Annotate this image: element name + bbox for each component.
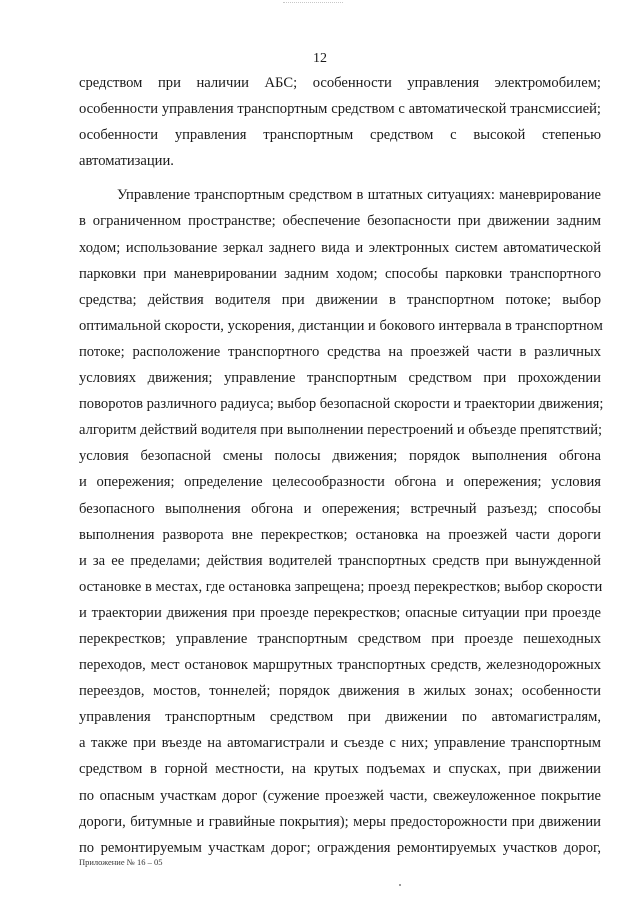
document-body [79, 70, 604, 861]
text-line: безопасного выполнения обгона и опережения; встречный разъезд; способы [79, 500, 601, 517]
text-line: средства; действия водителя при движении в транспортном потоке; выбор [79, 291, 601, 308]
text-line: особенности управления транспортным средством с автоматической трансмиссией; [79, 101, 601, 118]
paragraph-2 [79, 182, 604, 860]
text-line: и за ее пределами; действия водителей транспортных средств при вынужденной [79, 552, 601, 569]
scan-artifact-dot [399, 884, 401, 886]
text-line: переездов, мостов, тоннелей; порядок движения в жилых зонах; особенности [79, 683, 601, 700]
text-line: управления транспортным средством при движении по автомагистралям, [79, 709, 601, 726]
text-line: средством в горной местности, на крутых подъемах и спусках, при движении [79, 761, 601, 778]
text-line: дороги, битумные и гравийные покрытия); меры предосторожности при движении [79, 813, 601, 830]
text-line: и опережения; определение целесообразности обгона и опережения; условия [79, 474, 601, 491]
text-line: поворотов различного радиуса; выбор безопасной скорости и траектории движения; [79, 396, 604, 413]
text-line: выполнения разворота вне перекрестков; остановка на проезжей части дороги [79, 526, 601, 543]
page-number: 12 [313, 51, 327, 66]
footer-appendix-note: Приложение № 16 – 05 [79, 857, 163, 867]
text-line: Управление транспортным средством в штатных ситуациях: маневрирование [117, 187, 601, 204]
text-line: по ремонтируемым участкам дорог; ограждения ремонтируемых участков дорог, [79, 839, 601, 856]
paragraph-gap [79, 174, 601, 182]
text-line: по опасным участкам дорог (сужение проезжей части, свежеуложенное покрытие [79, 787, 601, 804]
text-line: условия безопасной смены полосы движения; порядок выполнения обгона [79, 448, 601, 465]
text-line: особенности управления транспортным средством с высокой степенью [79, 127, 601, 144]
text-line: ходом; использование зеркал заднего вида и электронных систем автоматической [79, 239, 601, 256]
text-line: алгоритм действий водителя при выполнении перестроений и объезде препятствий; [79, 422, 603, 439]
scan-artifact-top [283, 2, 343, 4]
text-line: а также при въезде на автомагистрали и съезде с них; управление транспортным [79, 735, 601, 752]
text-line: парковки при маневрировании задним ходом; способы парковки транспортного [79, 265, 601, 282]
text-line: перекрестков; управление транспортным средством при проезде пешеходных [79, 630, 601, 647]
text-line: автоматизации. [79, 153, 174, 170]
text-line: условиях движения; управление транспортным средством при прохождении [79, 370, 601, 387]
text-line: потоке; расположение транспортного средства на проезжей части в различных [79, 343, 601, 360]
text-line: переходов, мест остановок маршрутных транспортных средств, железнодорожных [79, 657, 601, 674]
paragraph-1 [79, 70, 601, 174]
text-line: оптимальной скорости, ускорения, дистанции и бокового интервала в транспортном [79, 317, 603, 334]
text-line: в ограниченном пространстве; обеспечение безопасности при движении задним [79, 213, 601, 230]
text-line: остановке в местах, где остановка запрещена; проезд перекрестков; выбор скорости [79, 578, 603, 595]
text-line: и траектории движения при проезде перекрестков; опасные ситуации при проезде [79, 604, 601, 621]
text-line: средством при наличии АБС; особенности управления электромобилем; [79, 75, 601, 91]
